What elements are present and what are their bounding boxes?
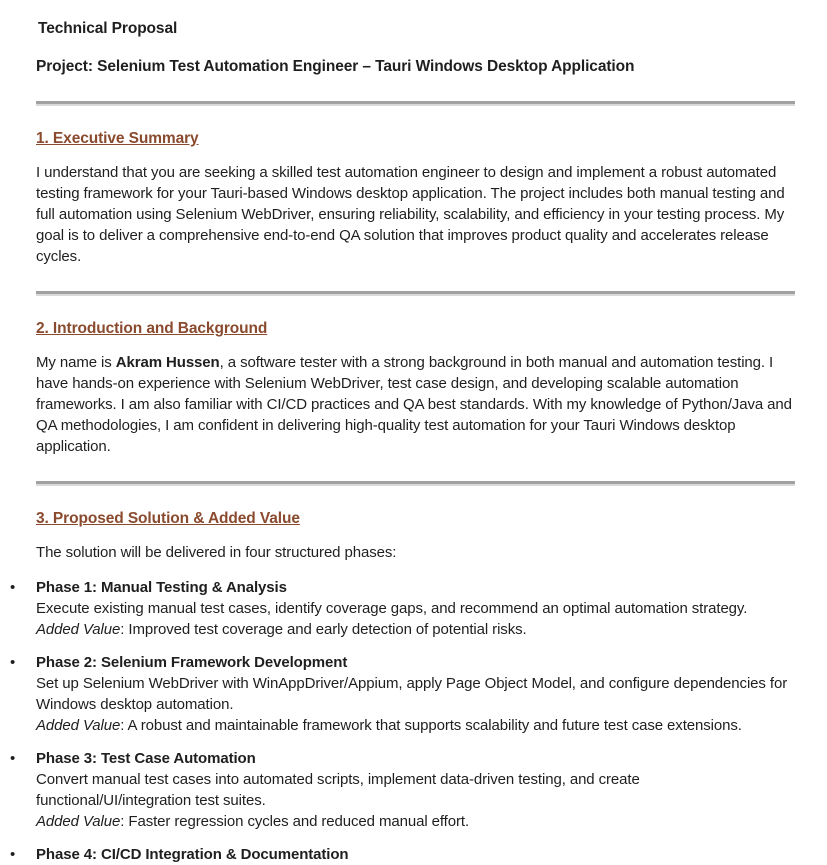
project-title: Project: Selenium Test Automation Engineer – Tauri Windows Desktop Application xyxy=(36,58,635,75)
phase-item-4 xyxy=(10,844,795,865)
phase-2-added-value xyxy=(36,715,795,736)
phase-item-3 xyxy=(10,748,795,832)
bullet-marker: • xyxy=(10,579,16,596)
introduction-lead: My name is xyxy=(36,354,116,371)
added-value-label: Added Value xyxy=(36,717,121,734)
added-value-label: Added Value xyxy=(36,621,121,638)
bullet-marker: • xyxy=(10,750,16,767)
phase-item-1 xyxy=(10,577,795,640)
document-title: Technical Proposal xyxy=(38,20,178,37)
bullet-marker: • xyxy=(10,654,16,671)
phase-3-title: Phase 3: Test Case Automation xyxy=(36,750,256,767)
phase-1-title: Phase 1: Manual Testing & Analysis xyxy=(36,579,287,596)
bullet-marker: • xyxy=(10,846,16,863)
executive-summary-paragraph: I understand that you are seeking a skilled test automation engineer to design and implement a robust automated testing framework for your Tauri-based Windows desktop application. The project includes both manual testing and full automation using Selenium WebDriver, ensuring reliability, scalability, and efficiency in your testing process. My goal is to deliver a comprehensive end-to-end QA solution that improves product quality and accelerates release cycles. xyxy=(36,164,785,265)
section-divider xyxy=(36,481,795,486)
introduction-paragraph xyxy=(36,352,795,457)
phase-1-added-value xyxy=(36,619,795,640)
section-heading-introduction: 2. Introduction and Background xyxy=(36,320,268,337)
added-value-text: : Improved test coverage and early detection of potential risks. xyxy=(120,621,527,638)
phase-2-description: Set up Selenium WebDriver with WinAppDriver/Appium, apply Page Object Model, and configure dependencies for Windows desktop automation. xyxy=(36,675,788,713)
introduction-rest: , a software tester with a strong background in both manual and automation testing. I have hands-on experience with Selenium WebDriver, test case design, and developing scalable automation frameworks. I am also familiar with CI/CD practices and QA best standards. With my knowledge of Python/Java and QA methodologies, I am confident in delivering high-quality test automation for your Tauri Windows desktop application. xyxy=(36,354,792,455)
section-divider xyxy=(36,291,795,296)
solution-intro: The solution will be delivered in four structured phases: xyxy=(36,544,397,561)
phase-1-description: Execute existing manual test cases, identify coverage gaps, and recommend an optimal automation strategy. xyxy=(36,600,748,617)
added-value-text: : Faster regression cycles and reduced manual effort. xyxy=(120,813,470,830)
phase-item-2 xyxy=(10,652,795,736)
section-heading-executive-summary: 1. Executive Summary xyxy=(36,130,199,147)
added-value-label: Added Value xyxy=(36,813,121,830)
phase-list xyxy=(10,577,795,865)
phase-3-added-value xyxy=(36,811,795,832)
added-value-text: : A robust and maintainable framework that supports scalability and future test case extensions. xyxy=(120,717,742,734)
section-divider xyxy=(36,101,795,106)
phase-4-title: Phase 4: CI/CD Integration & Documentation xyxy=(36,846,349,863)
author-name: Akram Hussen xyxy=(115,354,220,371)
phase-3-description: Convert manual test cases into automated scripts, implement data-driven testing, and create functional/UI/integration test suites. xyxy=(36,771,640,809)
section-heading-proposed-solution: 3. Proposed Solution & Added Value xyxy=(36,510,300,527)
phase-2-title: Phase 2: Selenium Framework Development xyxy=(36,654,348,671)
